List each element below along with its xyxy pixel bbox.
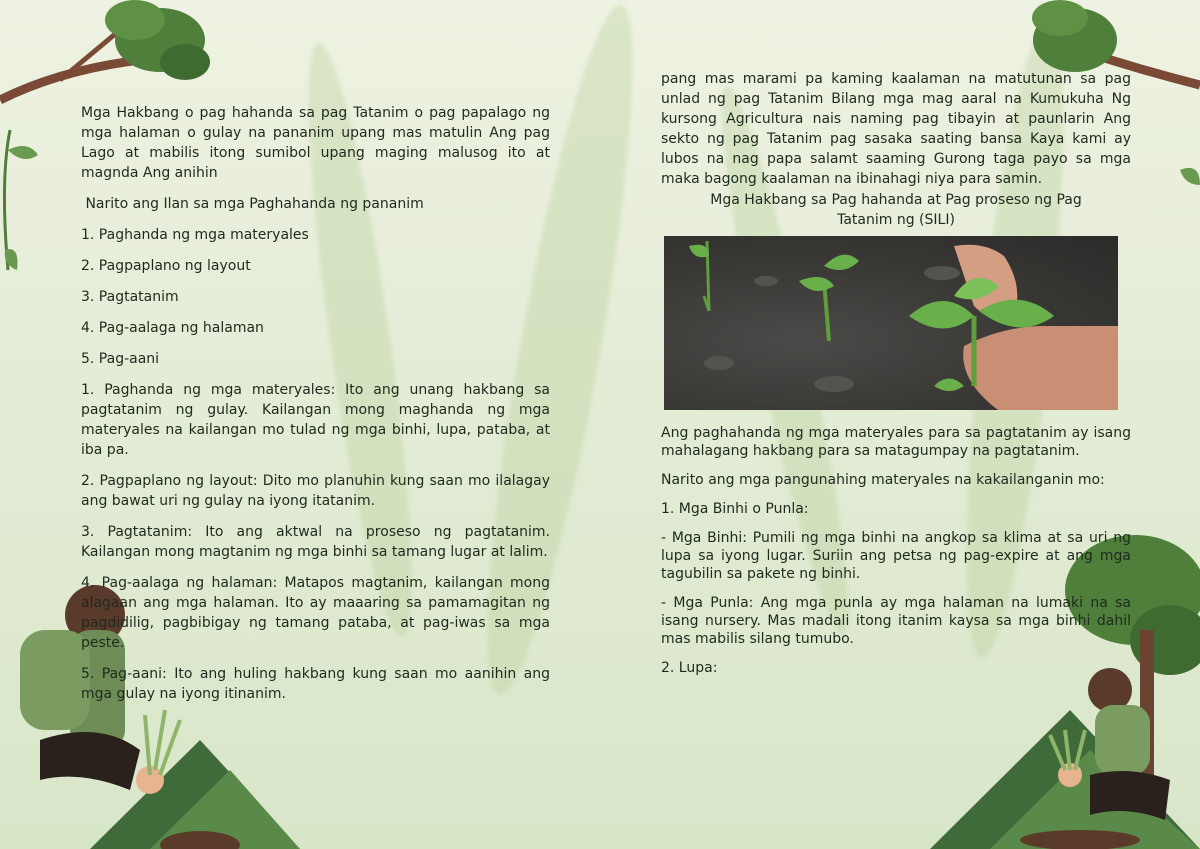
steps-list-item: 4. Pag-aalaga ng halaman [81,320,264,336]
step-detail-paragraph: 1. Paghanda ng mga materyales: Ito ang unang hakbang sa pagtatanim ng gulay. Kailangan mong maghanda ng mga materyales na kailangan mo tulad ng mga binhi, lupa, pataba, at iba pa. [81,382,550,458]
step-detail-paragraph: 2. Pagpaplano ng layout: Dito mo planuhin kung saan mo ilalagay ang bawat uri ng gulay na iyong itatanim. [81,473,550,509]
left-column [81,103,550,704]
materials-list-intro: Narito ang mga pangunahing materyales na kakailanganin mo: [661,472,1105,488]
right-column [661,69,1131,230]
materials-bullet: - Mga Punla: Ang mga punla ay mga halaman na lumaki na sa isang nursery. Mas madali itong itanim kaysa sa mga binhi dahil mas mabilis silang tumubo. [661,595,1131,647]
steps-list-item: 1. Paghanda ng mga materyales [81,227,309,243]
step-detail-paragraph: 5. Pag-aani: Ito ang huling hakbang kung saan mo aanihin ang mga gulay na iyong itinanim. [81,666,550,702]
chili-seedlings-photo [664,236,1118,410]
materials-bullet: - Mga Binhi: Pumili ng mga binhi na angkop sa klima at sa uri ng lupa sa iyong lugar. Suriin ang petsa ng pag-expire at ang mga tagubilin sa pakete ng binhi. [661,530,1131,582]
section-heading-line: Tatanim ng (SILI) [837,212,955,228]
materials-subheading: 1. Mga Binhi o Punla: [661,501,809,517]
materials-subheading: 2. Lupa: [661,660,718,676]
continuation-paragraph: pang mas marami pa kaming kaalaman na matutunan sa pag unlad ng pag Tatanim Bilang mga mag aaral na Kumukuha Ng kursong Agricultura nais naming pag tibayin at paunlarin Ang sekto ng pag Tatanim pag sasaka saating bansa Kaya kami ay lubos na nag papa salamt saaming Gurong taga payo sa mga maka bagong kaalaman na ibinahagi niya para samin. [661,71,1131,187]
section-heading-line: Mga Hakbang sa Pag hahanda at Pag proseso ng Pag [710,192,1082,208]
section-heading [661,190,1131,230]
steps-list-title: Narito ang Ilan sa mga Paghahanda ng pananim [81,196,424,212]
step-detail-paragraph: 3. Pagtatanim: Ito ang aktwal na proseso ng pagtatanim. Kailangan mong magtanim ng mga binhi sa tamang lugar at lalim. [81,524,550,560]
materials-intro-paragraph: Ang paghahanda ng mga materyales para sa pagtatanim ay isang mahalagang hakbang para sa matagumpay na pagtatanim. [661,425,1131,459]
steps-list-item: 5. Pag-aani [81,351,160,367]
intro-paragraph: Mga Hakbang o pag hahanda sa pag Tatanim o pag papalago ng mga halaman o gulay na pananim upang mas matulin Ang pag Lago at mabilis itong sumibol upang maging malusog ito at magnda Ang anihin [81,105,550,181]
step-detail-paragraph: 4. Pag-aalaga ng halaman: Matapos magtanim, kailangan mong alagaan ang mga halaman. Ito ay maaaring sa pamamagitan ng pagdidilig, pagbibigay ng tamang pataba, at pag-iwas sa mga peste. [81,575,550,651]
steps-list-item: 2. Pagpaplano ng layout [81,258,251,274]
right-column-lower [661,424,1131,677]
steps-list-item: 3. Pagtatanim [81,289,179,305]
